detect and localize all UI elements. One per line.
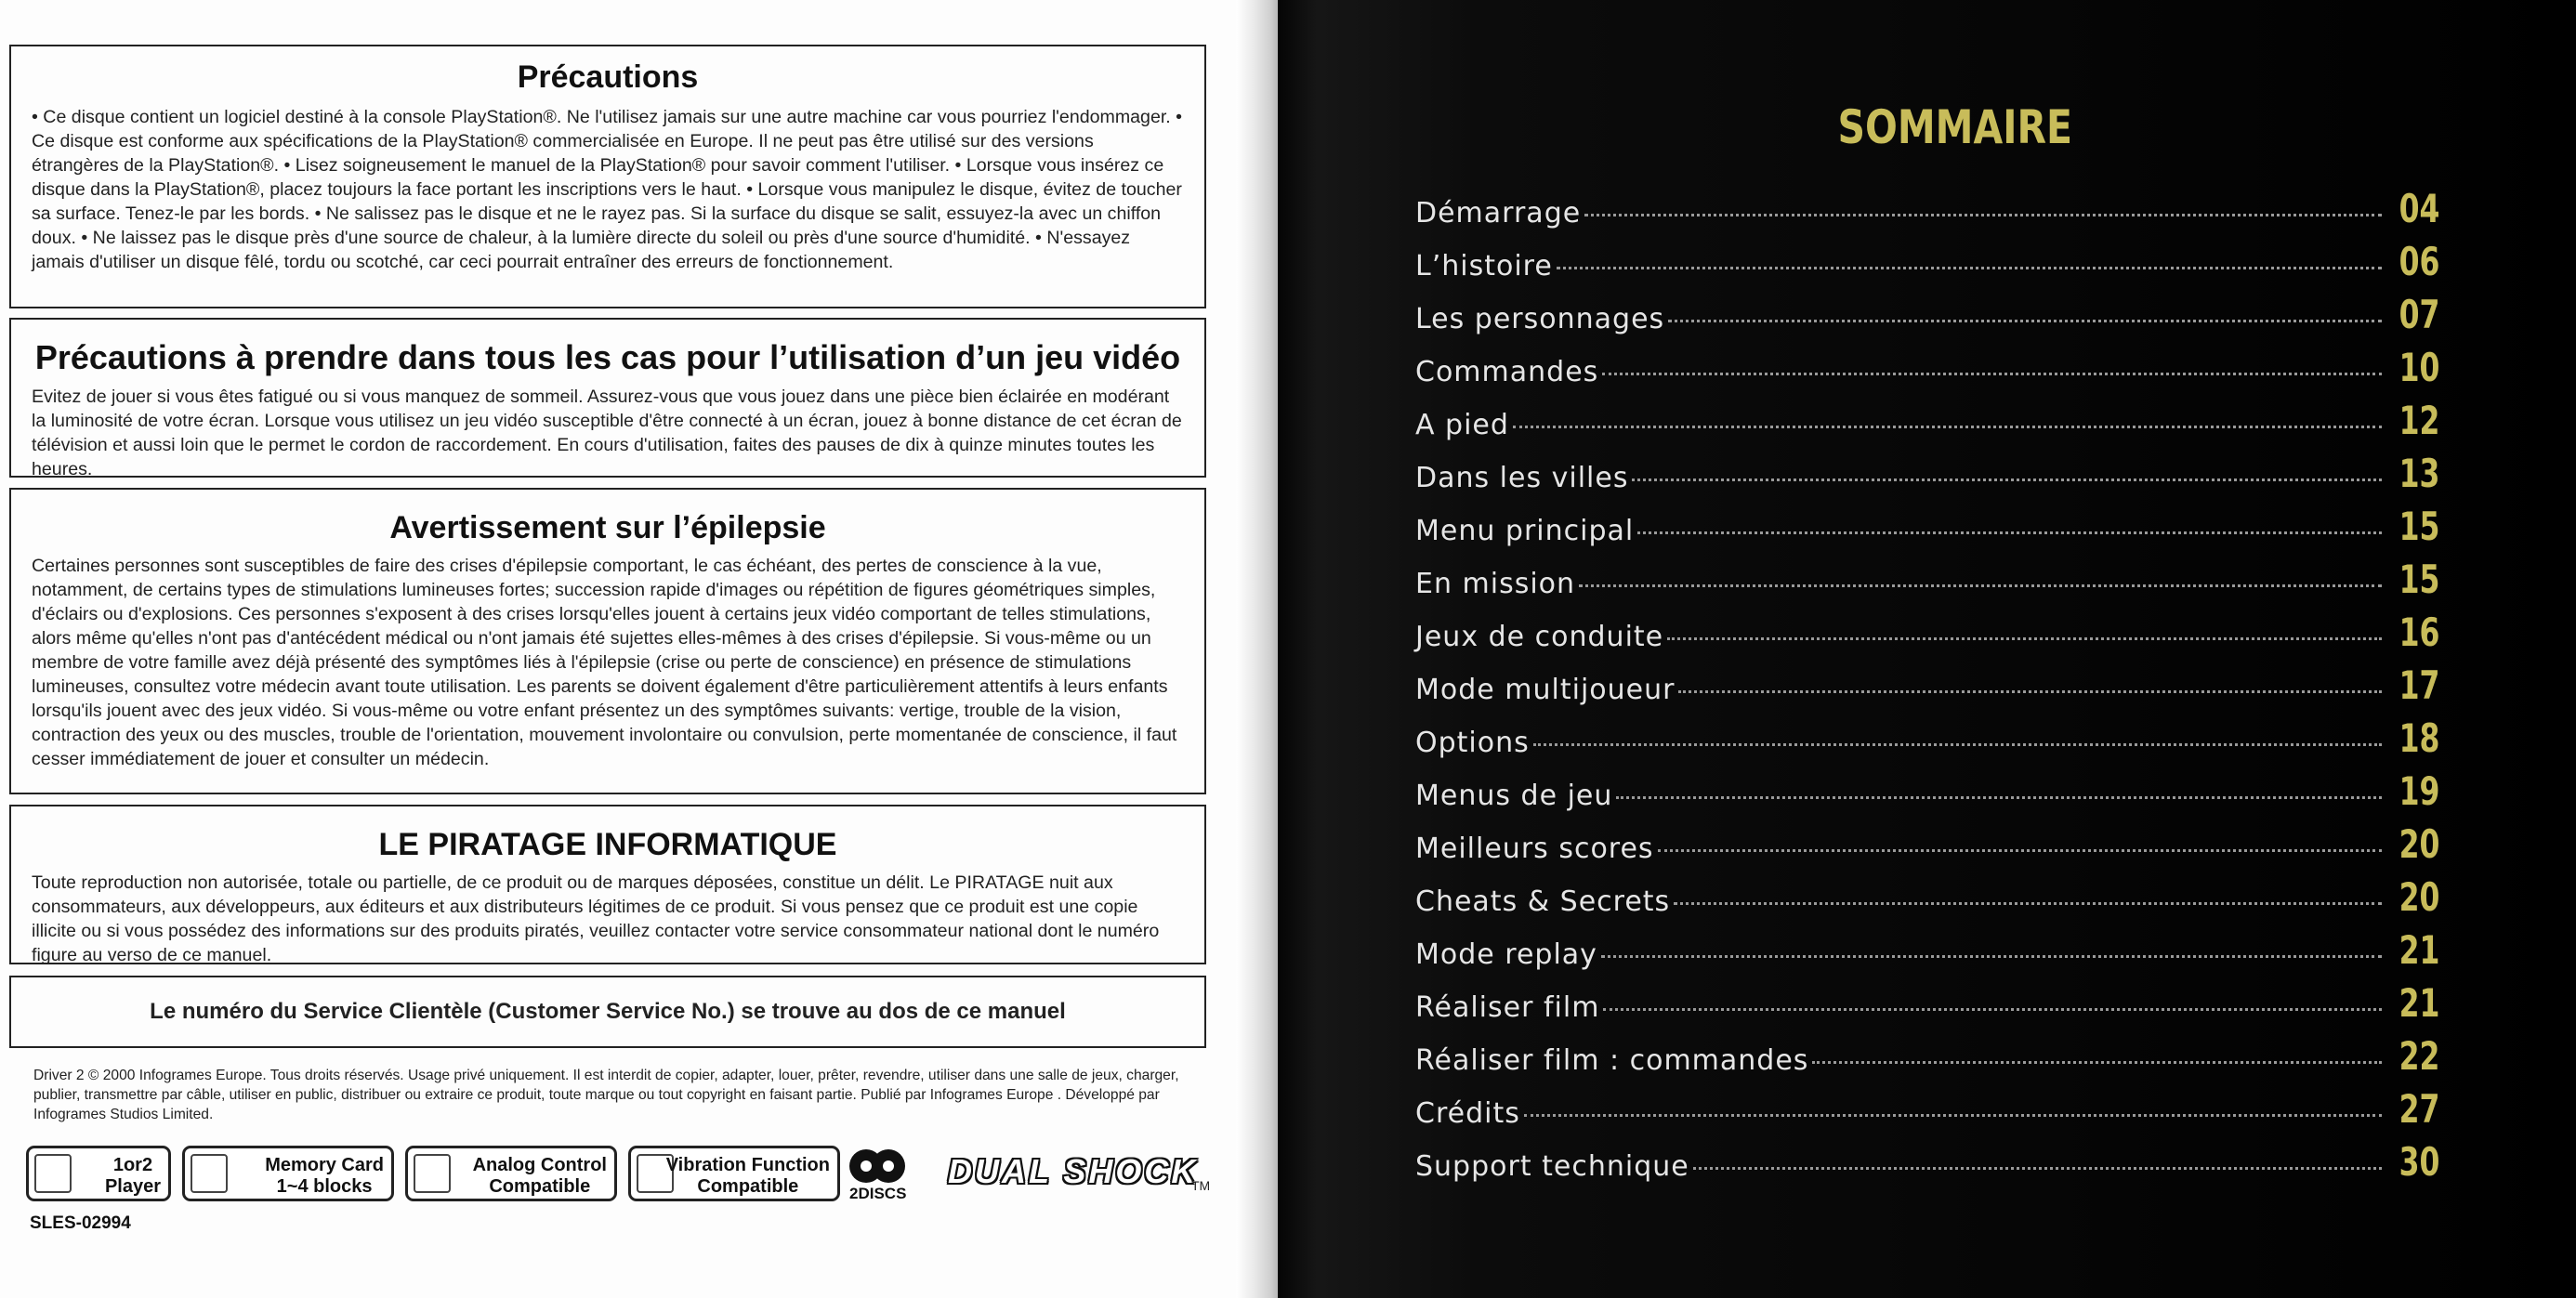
toc-entry-page: 16 xyxy=(2399,610,2439,655)
toc-entry-page: 21 xyxy=(2399,980,2439,1026)
toc-entry xyxy=(1415,504,2439,552)
toc-entry xyxy=(1415,1086,2439,1134)
toc-entry-title: Commandes xyxy=(1415,356,1599,388)
toc-entry-page: 22 xyxy=(2399,1033,2439,1079)
video-precautions-box xyxy=(9,318,1206,478)
toc-entry-title: Cheats & Secrets xyxy=(1415,885,1671,918)
discs-label: 2DISCS xyxy=(849,1185,907,1202)
toc-entry-page: 15 xyxy=(2399,504,2439,549)
disc-icon xyxy=(872,1149,905,1183)
toc-leader-dots xyxy=(1632,479,2381,481)
precautions-box xyxy=(9,45,1206,308)
toc-entry xyxy=(1415,715,2439,764)
toc-entry-page: 27 xyxy=(2399,1086,2439,1132)
toc-entry xyxy=(1415,874,2439,923)
vibration-badge-label: Vibration Function Compatible xyxy=(665,1155,830,1197)
epilepsy-box xyxy=(9,488,1206,794)
toc-entry-title: Mode multijoueur xyxy=(1415,674,1676,706)
piracy-text: Toute reproduction non autorisée, totale ou partielle, de ce produit ou de marques déposées, constitue un délit. Le PIRATAGE nuit aux consommateurs, aux développeurs, aux éditeurs et aux distributeurs légitimes de ce produit. Si vous pensez que ce produit est une copie illicite ou si vous possédez des informations sur des produits piratés, veuillez contacter votre service consommateur national dont le numéro figure au verso de ce manuel. xyxy=(32,872,1160,965)
toc-entry-title: Réaliser film xyxy=(1415,991,1600,1024)
toc-entry xyxy=(1415,557,2439,605)
toc-leader-dots xyxy=(1533,743,2382,746)
memory-card-badge-label: Memory Card 1~4 blocks xyxy=(265,1155,384,1197)
trademark-mark: TM xyxy=(1191,1178,1211,1193)
toc-leader-dots xyxy=(1674,902,2381,905)
toc-leader-dots xyxy=(1678,690,2381,693)
toc-leader-dots xyxy=(1557,267,2382,269)
sommaire-title: SOMMAIRE xyxy=(1837,100,2073,154)
analog-control-badge xyxy=(405,1146,617,1201)
toc-leader-dots xyxy=(1579,584,2382,587)
toc-leader-dots xyxy=(1616,796,2381,799)
toc-entry xyxy=(1415,398,2439,446)
toc-leader-dots xyxy=(1602,373,2381,375)
dual-shock-logo: DUAL SHOCK xyxy=(948,1152,1199,1190)
product-code: SLES-02994 xyxy=(30,1213,131,1233)
video-precautions-title: Précautions à prendre dans tous les cas pour l’utilisation d’un jeu vidéo xyxy=(34,338,1181,376)
toc-entry-page: 07 xyxy=(2399,292,2439,337)
toc-entry xyxy=(1415,662,2439,711)
vibration-badge xyxy=(628,1146,840,1201)
toc-entry xyxy=(1415,821,2439,870)
epilepsy-text: Certaines personnes sont susceptibles de faire des crises d'épilepsie comportant, le cas échéant, des pertes de conscience à la vue, notamment, de certains types de stimulations lumineuses fortes; succession rapide d'images ou répétition de figures géométriques simples, d'éclairs ou d'explosions. Ces personnes s'exposent à des crises lorsqu'elles jouent à certains jeux vidéo comportant de telles stimulations, alors même qu'elles n'ont pas d'antécédent médical ou n'ont jamais été sujettes elles-mêmes à des crises d'épilepsie. Si vous-même ou un membre de votre famille avez déjà présenté des symptômes liés à l'épilepsie (crise ou perte de conscience) en présence de stimulations lumineuses, consultez votre médecin avant toute utilisation. Les parents se doivent également d'être particulièrement attentifs à leurs enfants lorsqu'ils jouent avec des jeux vidéo. Si vous-même ou votre enfant présentez un des symptômes suivants: vertige, trouble de la vision, contraction des yeux ou des muscles, trouble de l'orientation, mouvement involontaire ou convulsion, perte momentanée de conscience, il faut cesser immédiatement de jouer et consulter un médecin. xyxy=(32,556,1177,769)
legal-text: Driver 2 © 2000 Infogrames Europe. Tous droits réservés. Usage privé uniquement. Il est interdit de copier, adapter, louer, prêter, revendre, utiliser dans une salle de jeux, charger, publier, transmettre par câble, utiliser en public, distribuer ou extraire ce produit, toute marque ou tout copyright en faisant partie. Publié par Infogrames Europe . Développé par Infogrames Studios Limited. xyxy=(33,1068,1179,1122)
toc-entry-page: 18 xyxy=(2399,715,2439,761)
toc-entry-title: Mode replay xyxy=(1415,938,1597,971)
toc-entry-page: 17 xyxy=(2399,662,2439,708)
toc-entry-title: Support technique xyxy=(1415,1150,1689,1183)
toc-entry-title: Menu principal xyxy=(1415,515,1635,547)
video-precautions-text: Evitez de jouer si vous êtes fatigué ou si vous manquez de sommeil. Assurez-vous que vous jouez dans une pièce bien éclairée en modérant la luminosité de votre écran. Lorsque vous utilisez un jeu vidéo susceptible d'être connecté à un écran, jouez à bonne distance de cet écran de télévision et aussi loin que le permet le cordon de raccordement. En cours d'utilisation, faites des pauses de dix à quinze minutes toutes les heures. xyxy=(32,387,1182,479)
toc-entry xyxy=(1415,980,2439,1029)
toc-entry-page: 21 xyxy=(2399,927,2439,973)
toc-entry-title: Menus de jeu xyxy=(1415,780,1613,812)
toc-leader-dots xyxy=(1812,1061,2381,1064)
book-spine xyxy=(1236,0,1282,1298)
service-note: Le numéro du Service Clientèle (Customer Service No.) se trouve au dos de ce manuel xyxy=(150,999,1066,1024)
analog-control-badge-label: Analog Control Compatible xyxy=(472,1155,607,1197)
toc-leader-dots xyxy=(1667,637,2381,640)
toc-entry-page: 06 xyxy=(2399,239,2439,284)
toc-entry-title: Options xyxy=(1415,727,1530,759)
toc-entry xyxy=(1415,1139,2439,1187)
toc-entry-title: L’histoire xyxy=(1415,250,1553,282)
toc-entry-title: Crédits xyxy=(1415,1097,1520,1130)
toc-entry xyxy=(1415,239,2439,287)
toc-leader-dots xyxy=(1601,955,2382,958)
toc-entry xyxy=(1415,768,2439,817)
toc-entry-page: 04 xyxy=(2399,186,2439,231)
toc-leader-dots xyxy=(1637,531,2381,534)
service-note-box xyxy=(9,976,1206,1048)
toc-entry-page: 12 xyxy=(2399,398,2439,443)
player-badge xyxy=(26,1146,171,1201)
controller-icon xyxy=(414,1154,451,1193)
precautions-title: Précautions xyxy=(517,59,699,95)
toc-entry-page: 20 xyxy=(2399,874,2439,920)
toc-entry-title: Réaliser film : commandes xyxy=(1415,1044,1809,1077)
toc-leader-dots xyxy=(1603,1008,2381,1011)
piracy-box xyxy=(9,805,1206,964)
toc-entry-title: En mission xyxy=(1415,568,1576,600)
memory-card-icon xyxy=(191,1154,228,1193)
toc-entry xyxy=(1415,345,2439,393)
toc-leader-dots xyxy=(1693,1167,2382,1170)
toc-leader-dots xyxy=(1524,1114,2382,1117)
epilepsy-title: Avertissement sur l’épilepsie xyxy=(389,510,826,545)
toc-leader-dots xyxy=(1658,849,2382,852)
toc-leader-dots xyxy=(1584,214,2381,216)
precautions-text: • Ce disque contient un logiciel destiné à la console PlayStation®. Ne l'utilisez jamais sur une autre machine car vous pourriez l'endommager. • Ce disque est conforme aux spécifications de la PlayStation® commercialisée en Europe. Il ne peut pas être utilisé sur des versions étrangères de la PlayStation®. • Lisez soigneusement le manuel de la PlayStation® pour savoir comment l'utiliser. • Lorsque vous insérez ce disque dans la PlayStation®, placez toujours la face portant les inscriptions vers le haut. • Lorsque vous manipulez le disque, évitez de toucher sa surface. Tenez-le par les bords. • Ne salissez pas le disque et ne le rayez pas. Si la surface du disque se salit, essuyez-la avec un chiffon doux. • Ne laissez pas le disque près d'une source de chaleur, à la lumière directe du soleil ou près d'une source d'humidité. • N'essayez jamais d'utiliser un disque fêlé, tordu ou scotché, car ceci pourrait entraîner des erreurs de fonctionnement. xyxy=(32,107,1183,272)
player-icon xyxy=(34,1154,72,1193)
toc-entry xyxy=(1415,927,2439,976)
toc-entry xyxy=(1415,186,2439,234)
toc-entry-page: 10 xyxy=(2399,345,2439,390)
toc-entry-title: Meilleurs scores xyxy=(1415,833,1654,865)
piracy-title: LE PIRATAGE INFORMATIQUE xyxy=(378,827,837,862)
toc-entry-page: 30 xyxy=(2399,1139,2439,1185)
left-page xyxy=(0,0,1278,1298)
toc-entry xyxy=(1415,610,2439,658)
toc-entry-page: 15 xyxy=(2399,557,2439,602)
two-discs-logo xyxy=(849,1149,914,1205)
toc-leader-dots xyxy=(1668,320,2381,322)
toc-leader-dots xyxy=(1513,426,2382,428)
toc-entry-title: Dans les villes xyxy=(1415,462,1629,494)
memory-card-badge xyxy=(182,1146,394,1201)
toc-entry-page: 20 xyxy=(2399,821,2439,867)
toc-entry-title: Jeux de conduite xyxy=(1415,621,1664,653)
toc-entry xyxy=(1415,1033,2439,1082)
toc-entry-page: 19 xyxy=(2399,768,2439,814)
toc-entry-title: Les personnages xyxy=(1415,303,1665,335)
toc-entry xyxy=(1415,451,2439,499)
toc-entry-title: Démarrage xyxy=(1415,197,1582,229)
player-badge-label: 1or2 Player xyxy=(104,1155,161,1197)
toc-entry xyxy=(1415,292,2439,340)
toc-entry-page: 13 xyxy=(2399,451,2439,496)
toc-entry-title: A pied xyxy=(1415,409,1509,441)
